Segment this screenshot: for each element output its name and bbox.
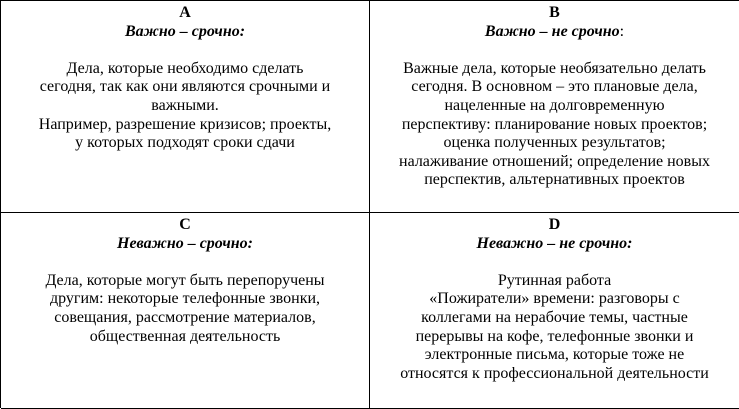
- quadrant-b: [370, 1, 739, 213]
- quadrant-a-heading: Важно – срочно:: [124, 22, 246, 40]
- quadrant-c-line: другим: некоторые телефонные звонки,: [49, 290, 321, 308]
- quadrant-d-line: «Пожиратели» времени: разговоры с: [429, 290, 680, 308]
- quadrant-d-description: [370, 253, 739, 383]
- quadrant-b-line: перспектив, альтернативных проектов: [424, 171, 685, 189]
- quadrant-a-line: сегодня, так как они являются срочными и: [39, 78, 331, 96]
- quadrant-b-line: сегодня. В основном – это плановые дела,: [411, 78, 698, 96]
- quadrant-c-line: Дела, которые могут быть перепоручены: [45, 271, 325, 289]
- quadrant-d-line: электронные письма, которые тоже не: [424, 346, 685, 364]
- quadrant-b-line: Важные дела, которые необязательно делать: [403, 59, 706, 77]
- quadrant-b-line: перспективу: планирование новых проектов;: [401, 115, 708, 133]
- quadrant-c-description: [1, 253, 369, 346]
- quadrant-c: [1, 213, 370, 409]
- quadrant-b-heading: [370, 23, 739, 42]
- quadrant-a-line: Дела, которые необходимо сделать: [66, 59, 304, 77]
- quadrant-d-line: относятся к профессиональной деятельности: [400, 364, 709, 382]
- quadrant-b-description: [370, 41, 739, 190]
- quadrant-b-line: оценка полученных результатов;: [443, 134, 666, 152]
- quadrant-b-letter: B: [549, 4, 560, 21]
- quadrant-a-description: [1, 41, 369, 153]
- quadrant-a-line: Например, разрешение кризисов; проекты,: [38, 115, 332, 133]
- quadrant-c-heading: Неважно – срочно:: [117, 234, 253, 252]
- quadrant-c-line: совещания, рассмотрение материалов,: [54, 308, 316, 326]
- quadrant-b-heading-text: Важно – не срочно: [484, 22, 620, 40]
- quadrant-a-line: у которых подходят сроки сдачи: [75, 134, 295, 152]
- quadrant-d-heading: Неважно – не срочно:: [476, 234, 633, 252]
- quadrant-d-letter: D: [548, 216, 561, 233]
- quadrant-d-line: перерывы на кофе, телефонные звонки и: [415, 327, 694, 345]
- quadrant-a: [1, 1, 370, 213]
- quadrant-d-line: Рутинная работа: [497, 271, 612, 289]
- quadrant-b-line: нацеленные на долговременную: [444, 96, 665, 114]
- quadrant-c-letter: C: [179, 216, 191, 233]
- quadrant-a-line: важными.: [151, 96, 219, 114]
- quadrant-b-heading-colon: :: [619, 22, 625, 40]
- quadrant-b-line: налаживание отношений; определение новых: [399, 152, 710, 170]
- quadrant-d: [370, 213, 739, 409]
- quadrant-d-line: коллегами на нерабочие темы, частные: [421, 308, 688, 326]
- quadrant-a-letter: A: [179, 4, 191, 21]
- quadrant-c-line: общественная деятельность: [89, 327, 281, 345]
